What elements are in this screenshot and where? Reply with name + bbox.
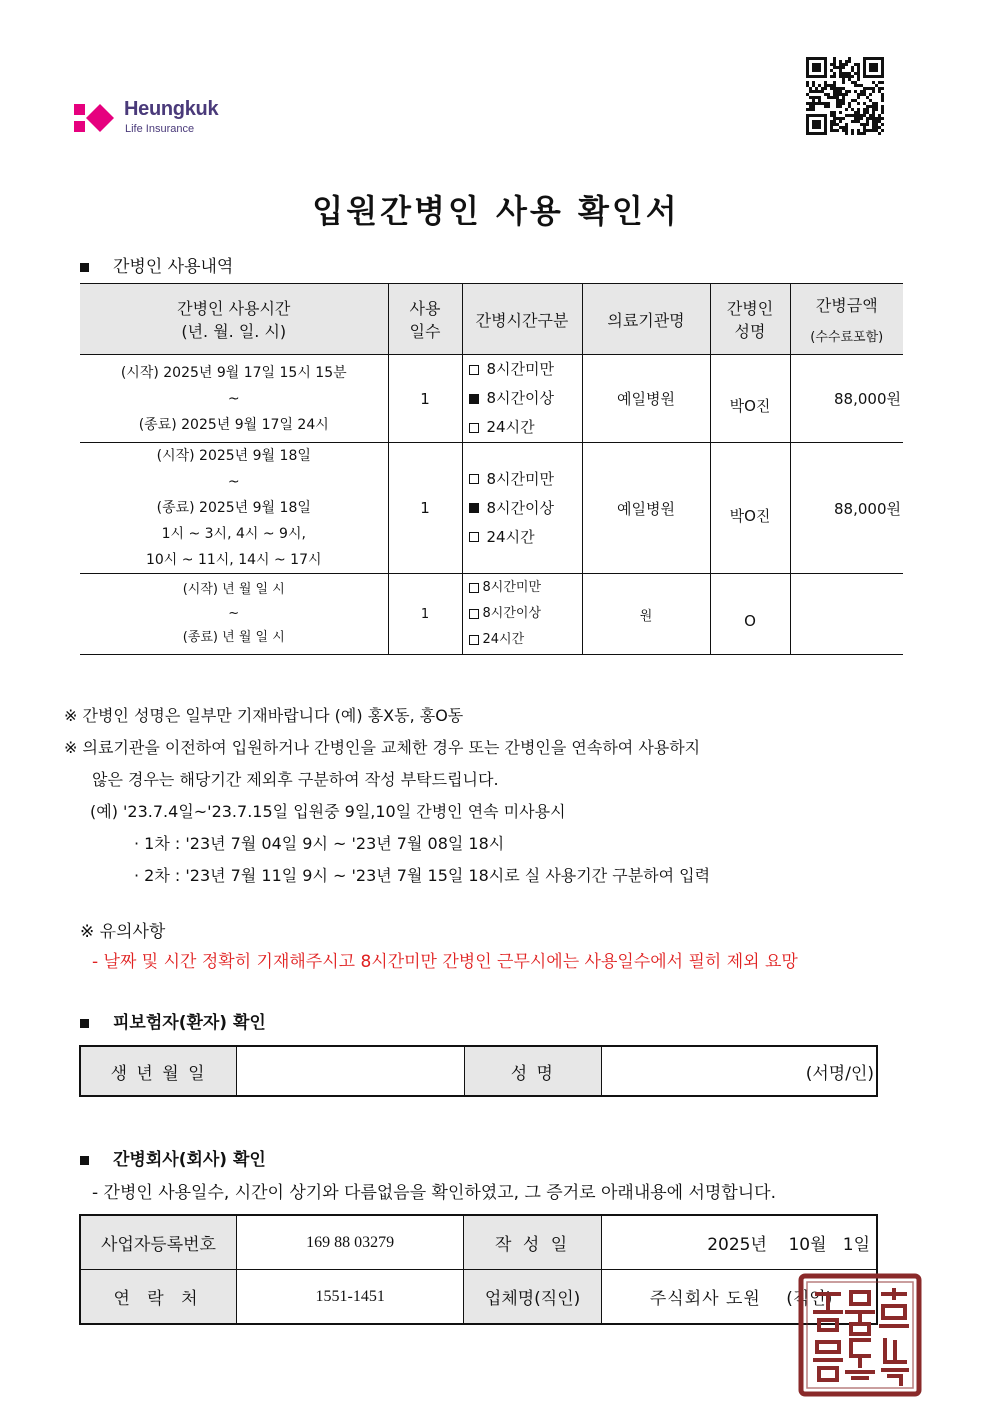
- institution-cell: 예일병원: [582, 443, 710, 574]
- birth-field[interactable]: [237, 1046, 464, 1096]
- category-cell: [462, 574, 582, 655]
- checkbox-empty-icon: [469, 635, 479, 645]
- qr-code-icon: [806, 57, 884, 135]
- company-logo: [74, 98, 244, 138]
- reg-number-value: 169 88 03279: [237, 1215, 464, 1270]
- patient-section-heading: [80, 1008, 266, 1033]
- company-seal-stamp: [797, 1272, 923, 1398]
- note-line: · 1차 : '23년 7월 04일 9시 ~ '23년 7월 08일 18시: [134, 834, 505, 853]
- name-label: 성 명: [464, 1046, 602, 1096]
- note-line: ※ 간병인 성명은 일부만 기재바랍니다 (예) 홍X동, 홍O동: [64, 706, 464, 725]
- days-cell: 1: [388, 355, 462, 443]
- company-name-label: 업체명(직인): [464, 1270, 602, 1325]
- caregiver-cell: 박O진: [710, 443, 790, 574]
- option-24h[interactable]: 24시간: [469, 413, 582, 442]
- notes-block: [64, 700, 944, 892]
- logo-subtitle: Life Insurance: [125, 123, 195, 135]
- checkbox-checked-icon: [469, 503, 479, 513]
- option-over-8h[interactable]: 8시간이상: [469, 601, 582, 627]
- amount-cell: 88,000원: [790, 355, 903, 443]
- option-24h[interactable]: 24시간: [469, 627, 582, 653]
- square-bullet-icon: [80, 1156, 89, 1165]
- caution-text: - 날짜 및 시간 정확히 기재해주시고 8시간미만 간병인 근무시에는 사용일수에서 필히 제외 요망: [92, 952, 798, 972]
- institution-cell: 예일병원: [582, 355, 710, 443]
- category-cell: [462, 355, 582, 443]
- page-title: 입원간병인 사용 확인서: [312, 192, 680, 230]
- option-under-8h[interactable]: 8시간미만: [469, 465, 582, 494]
- company-statement: - 간병인 사용일수, 시간이 상기와 다름없음을 확인하였고, 그 증거로 아래내용에 서명합니다.: [92, 1183, 776, 1203]
- patient-table: [79, 1045, 878, 1097]
- company-section-title: 간병회사(회사) 확인: [113, 1150, 266, 1170]
- caution-heading: ※ 유의사항: [80, 922, 166, 942]
- note-line: 않은 경우는 해당기간 제외후 구분하여 작성 부탁드립니다.: [92, 770, 499, 789]
- reg-number-label: 사업자등록번호: [80, 1215, 237, 1270]
- checkbox-empty-icon: [469, 474, 479, 484]
- option-over-8h[interactable]: 8시간이상: [469, 494, 582, 523]
- logo-mark-icon: [74, 102, 114, 134]
- seal-hint: (직인): [786, 1289, 833, 1309]
- date-value: 2025년 10월 1일: [601, 1215, 877, 1270]
- period-cell: (시작) 2025년 9월 17일 15시 15분 ~ (종료) 2025년 9월 17일 24시: [80, 355, 388, 443]
- amount-cell: [790, 574, 903, 655]
- caregiver-cell: 박O진: [710, 355, 790, 443]
- period-cell: (시작) 년 월 일 시 ~ (종료) 년 월 일 시: [80, 574, 388, 655]
- table-row: [80, 355, 903, 443]
- col-days: 사용 일수: [388, 284, 462, 355]
- name-signature-field[interactable]: [602, 1046, 877, 1096]
- sign-hint: (서명/인): [805, 1063, 874, 1084]
- caregiver-cell: O: [710, 574, 790, 655]
- option-over-8h[interactable]: 8시간이상: [469, 384, 582, 413]
- square-bullet-icon: [80, 263, 89, 272]
- checkbox-empty-icon: [469, 609, 479, 619]
- period-cell: (시작) 2025년 9월 18일 ~ (종료) 2025년 9월 18일 1시 ~ 3시, 4시 ~ 9시, 10시 ~ 11시, 14시 ~ 17시: [80, 443, 388, 574]
- caution-block: [80, 917, 798, 977]
- note-line: ※ 의료기관을 이전하여 입원하거나 간병인을 교체한 경우 또는 간병인을 연속하여 사용하지: [64, 738, 701, 757]
- option-under-8h[interactable]: 8시간미만: [469, 575, 582, 601]
- col-institution: 의료기관명: [582, 284, 710, 355]
- checkbox-empty-icon: [469, 423, 479, 433]
- table-header-row: [80, 284, 903, 355]
- days-cell: 1: [388, 574, 462, 655]
- usage-section-heading: [80, 252, 233, 277]
- contact-value: 1551-1451: [237, 1270, 464, 1325]
- col-category: 간병시간구분: [462, 284, 582, 355]
- company-section-heading: [80, 1145, 266, 1170]
- company-name: 주식회사 도원: [649, 1289, 761, 1309]
- square-bullet-icon: [80, 1019, 89, 1028]
- usage-table: [80, 283, 903, 655]
- col-period: 간병인 사용시간 (년. 월. 일. 시): [80, 284, 388, 355]
- col-amount: 간병금액 (수수료포함): [790, 284, 903, 355]
- contact-label: 연 락 처: [80, 1270, 237, 1325]
- table-row: [80, 443, 903, 574]
- note-line: (예) '23.7.4일~'23.7.15일 입원중 9일,10일 간병인 연속 미사용시: [90, 802, 566, 821]
- table-row: [80, 574, 903, 655]
- birth-label: 생 년 월 일: [80, 1046, 237, 1096]
- checkbox-empty-icon: [469, 583, 479, 593]
- company-table: [79, 1214, 878, 1325]
- checkbox-empty-icon: [469, 532, 479, 542]
- checkbox-checked-icon: [469, 394, 479, 404]
- col-caregiver: 간병인 성명: [710, 284, 790, 355]
- date-label: 작 성 일: [464, 1215, 602, 1270]
- note-line: · 2차 : '23년 7월 11일 9시 ~ '23년 7월 15일 18시로 실 사용기간 구분하여 입력: [134, 866, 711, 885]
- option-24h[interactable]: 24시간: [469, 523, 582, 552]
- option-under-8h[interactable]: 8시간미만: [469, 355, 582, 384]
- category-cell: [462, 443, 582, 574]
- logo-name: Heungkuk: [124, 98, 219, 120]
- institution-cell: 원: [582, 574, 710, 655]
- days-cell: 1: [388, 443, 462, 574]
- checkbox-empty-icon: [469, 365, 479, 375]
- amount-cell: 88,000원: [790, 443, 903, 574]
- patient-section-title: 피보험자(환자) 확인: [113, 1013, 266, 1033]
- usage-section-title: 간병인 사용내역: [113, 257, 234, 277]
